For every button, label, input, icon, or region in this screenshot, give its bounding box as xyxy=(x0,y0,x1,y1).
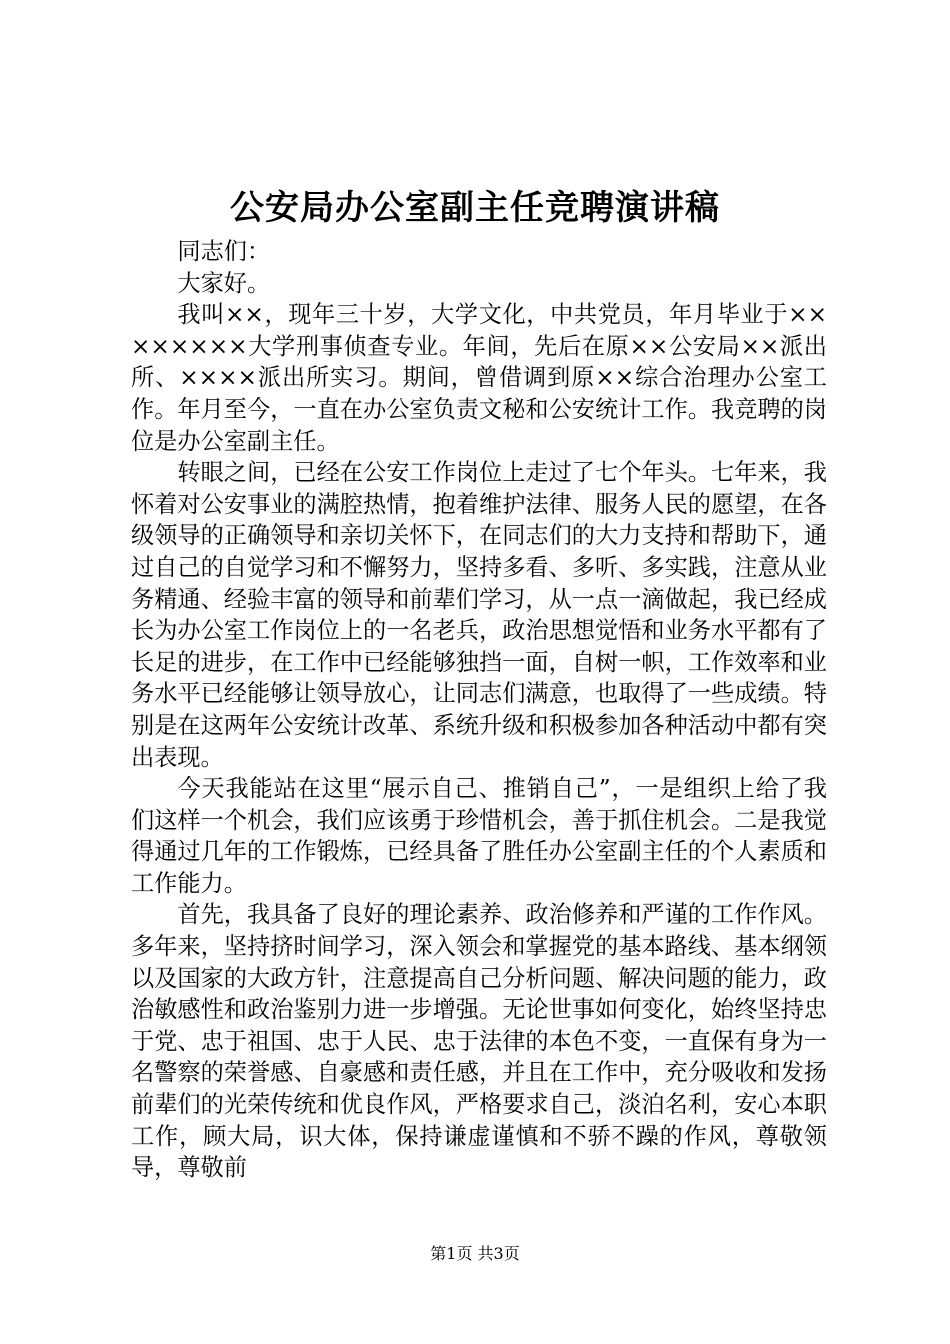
page-footer: 第1页 共3页 xyxy=(430,1244,520,1263)
document-body xyxy=(131,236,827,1184)
document-title: 公安局办公室副主任竞聘演讲稿 xyxy=(230,188,720,228)
motivation-paragraph: 今天我能站在这里“展示自己、推销自己”，一是组织上给了我们这样一个机会，我们应该勇于珍惜机会，善于抓住机会。二是我觉得通过几年的工作锻炼，已经具备了胜任办公室副主任的个人素质和工作能力。 xyxy=(131,775,827,897)
salutation-paragraph: 同志们： xyxy=(177,238,271,265)
experience-paragraph: 转眼之间，已经在公安工作岗位上走过了七个年头。七年来，我怀着对公安事业的满腔热情，抱着维护法律、服务人民的愿望，在各级领导的正确领导和亲切关怀下，在同志们的大力支持和帮助下，通过自己的自觉学习和不懈努力，坚持多看、多听、多实践，注意从业务精通、经验丰富的领导和前辈们学习，从一点一滴做起，我已经成长为办公室工作岗位上的一名老兵，政治思想觉悟和业务水平都有了长足的进步，在工作中已经能够独挡一面，自树一帜，工作效率和业务水平已经能够让领导放心，让同志们满意，也取得了一些成绩。特别是在这两年公安统计改革、系统升级和积极参加各种活动中都有突出表现。 xyxy=(131,459,827,771)
introduction-paragraph: 我叫××，现年三十岁，大学文化，中共党员，年月毕业于××××××××大学刑事侦查专业。年间，先后在原××公安局××派出所、××××派出所实习。期间，曾借调到原××综合治理办公室工作。年月至今，一直在办公室负责文秘和公安统计工作。我竞聘的岗位是办公室副主任。 xyxy=(131,301,827,455)
qualification-paragraph: 首先，我具备了良好的理论素养、政治修养和严谨的工作作风。多年来，坚持挤时间学习，深入领会和掌握党的基本路线、基本纲领以及国家的大政方针，注意提高自己分析问题、解决问题的能力，政治敏感性和政治鉴别力进一步增强。无论世事如何变化，始终坚持忠于党、忠于祖国、忠于人民、忠于法律的本色不变，一直保有身为一名警察的荣誉感、自豪感和责任感，并且在工作中，充分吸收和发扬前辈们的光荣传统和优良作风，严格要求自己，淡泊名利，安心本职工作，顾大局，识大体，保持谦虚谨慎和不骄不躁的作风，尊敬领导，尊敬前 xyxy=(131,901,827,1182)
greeting-paragraph: 大家好。 xyxy=(177,269,271,297)
